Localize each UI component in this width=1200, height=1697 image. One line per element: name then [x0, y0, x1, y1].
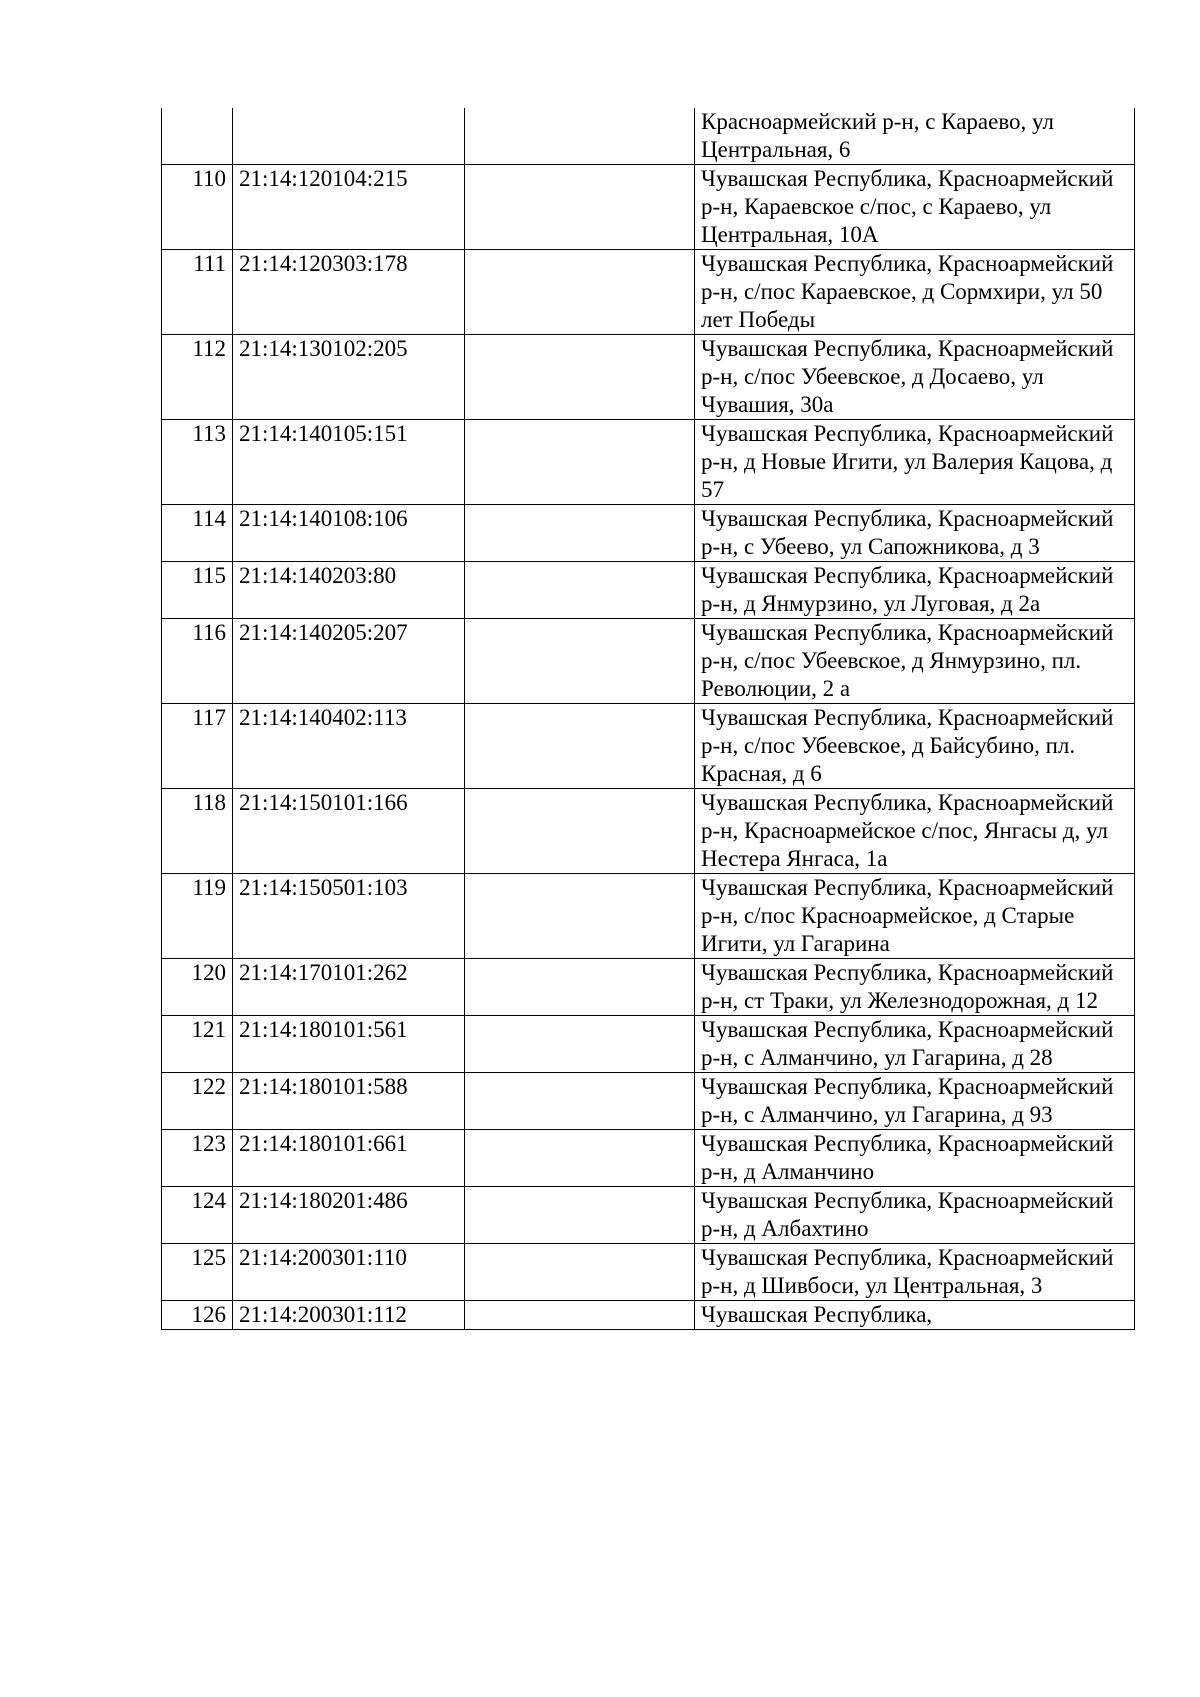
row-number: 126 — [162, 1301, 233, 1330]
empty-cell — [465, 165, 695, 250]
row-number: 118 — [162, 789, 233, 874]
table-row — [162, 959, 1135, 1016]
table-row — [162, 1244, 1135, 1301]
empty-cell — [465, 108, 695, 165]
cadastral-number: 21:14:180101:661 — [233, 1130, 465, 1187]
cadastral-number: 21:14:120104:215 — [233, 165, 465, 250]
row-number — [162, 108, 233, 165]
empty-cell — [465, 505, 695, 562]
address: Чувашская Республика, Красноармейский р-н, д Новые Игити, ул Валерия Кацова, д 57 — [695, 420, 1135, 505]
row-number: 119 — [162, 874, 233, 959]
table-row — [162, 789, 1135, 874]
table-row — [162, 1016, 1135, 1073]
address: Чувашская Республика, Красноармейский р-н, Караевское с/пос, с Караево, ул Центральная, 10А — [695, 165, 1135, 250]
address: Чувашская Республика, Красноармейский р-н, с/пос Убеевское, д Байсубино, пл. Красная, д 6 — [695, 704, 1135, 789]
table-row — [162, 619, 1135, 704]
empty-cell — [465, 704, 695, 789]
empty-cell — [465, 420, 695, 505]
cadastral-number: 21:14:150501:103 — [233, 874, 465, 959]
empty-cell — [465, 1187, 695, 1244]
address: Чувашская Республика, Красноармейский р-н, д Янмурзино, ул Луговая, д 2а — [695, 562, 1135, 619]
address: Чувашская Республика, Красноармейский р-н, д Алманчино — [695, 1130, 1135, 1187]
row-number: 122 — [162, 1073, 233, 1130]
cadastral-number: 21:14:180201:486 — [233, 1187, 465, 1244]
address: Чувашская Республика, Красноармейский р-н, с Алманчино, ул Гагарина, д 93 — [695, 1073, 1135, 1130]
row-number: 123 — [162, 1130, 233, 1187]
empty-cell — [465, 1244, 695, 1301]
table-row — [162, 1130, 1135, 1187]
table-row — [162, 420, 1135, 505]
cadastral-number — [233, 108, 465, 165]
row-number: 110 — [162, 165, 233, 250]
empty-cell — [465, 874, 695, 959]
address: Чувашская Республика, Красноармейский р-н, с/пос Караевское, д Сормхири, ул 50 лет Победы — [695, 250, 1135, 335]
registry-table-body — [162, 108, 1135, 1330]
address: Чувашская Республика, Красноармейский р-н, д Шивбоси, ул Центральная, 3 — [695, 1244, 1135, 1301]
empty-cell — [465, 959, 695, 1016]
row-number: 125 — [162, 1244, 233, 1301]
empty-cell — [465, 1301, 695, 1330]
table-row — [162, 108, 1135, 165]
empty-cell — [465, 619, 695, 704]
empty-cell — [465, 562, 695, 619]
cadastral-number: 21:14:140203:80 — [233, 562, 465, 619]
row-number: 116 — [162, 619, 233, 704]
row-number: 124 — [162, 1187, 233, 1244]
cadastral-number: 21:14:120303:178 — [233, 250, 465, 335]
address: Чувашская Республика, Красноармейский р-н, с Убеево, ул Сапожникова, д 3 — [695, 505, 1135, 562]
table-row — [162, 874, 1135, 959]
row-number: 120 — [162, 959, 233, 1016]
table-row — [162, 505, 1135, 562]
cadastral-number: 21:14:180101:561 — [233, 1016, 465, 1073]
row-number: 121 — [162, 1016, 233, 1073]
cadastral-number: 21:14:140108:106 — [233, 505, 465, 562]
table-row — [162, 562, 1135, 619]
address: Чувашская Республика, Красноармейский р-н, с/пос Убеевское, д Досаево, ул Чувашия, 30а — [695, 335, 1135, 420]
row-number: 113 — [162, 420, 233, 505]
cadastral-number: 21:14:140105:151 — [233, 420, 465, 505]
row-number: 115 — [162, 562, 233, 619]
empty-cell — [465, 1130, 695, 1187]
table-row — [162, 165, 1135, 250]
empty-cell — [465, 250, 695, 335]
empty-cell — [465, 1016, 695, 1073]
address: Чувашская Республика, Красноармейский р-н, д Албахтино — [695, 1187, 1135, 1244]
table-row — [162, 704, 1135, 789]
table-row — [162, 1187, 1135, 1244]
empty-cell — [465, 789, 695, 874]
cadastral-number: 21:14:170101:262 — [233, 959, 465, 1016]
table-row — [162, 335, 1135, 420]
address: Чувашская Республика, Красноармейский р-н, с/пос Красноармейское, д Старые Игити, ул Гагарина — [695, 874, 1135, 959]
cadastral-number: 21:14:140205:207 — [233, 619, 465, 704]
address: Чувашская Республика, Красноармейский р-н, с/пос Убеевское, д Янмурзино, пл. Революции, 2 а — [695, 619, 1135, 704]
cadastral-number: 21:14:200301:112 — [233, 1301, 465, 1330]
table-row — [162, 1301, 1135, 1330]
registry-table — [161, 108, 1135, 1330]
cadastral-number: 21:14:180101:588 — [233, 1073, 465, 1130]
cadastral-number: 21:14:150101:166 — [233, 789, 465, 874]
address: Чувашская Республика, Красноармейский р-н, ст Траки, ул Железнодорожная, д 12 — [695, 959, 1135, 1016]
address: Чувашская Республика, — [695, 1301, 1135, 1330]
address: Чувашская Республика, Красноармейский р-н, с Алманчино, ул Гагарина, д 28 — [695, 1016, 1135, 1073]
cadastral-number: 21:14:200301:110 — [233, 1244, 465, 1301]
empty-cell — [465, 335, 695, 420]
row-number: 117 — [162, 704, 233, 789]
row-number: 111 — [162, 250, 233, 335]
address: Чувашская Республика, Красноармейский р-н, Красноармейское с/пос, Янгасы д, ул Нестера Янгаса, 1а — [695, 789, 1135, 874]
row-number: 114 — [162, 505, 233, 562]
row-number: 112 — [162, 335, 233, 420]
table-row — [162, 250, 1135, 335]
cadastral-number: 21:14:130102:205 — [233, 335, 465, 420]
table-row — [162, 1073, 1135, 1130]
cadastral-number: 21:14:140402:113 — [233, 704, 465, 789]
address: Красноармейский р-н, с Караево, ул Центральная, 6 — [695, 108, 1135, 165]
empty-cell — [465, 1073, 695, 1130]
